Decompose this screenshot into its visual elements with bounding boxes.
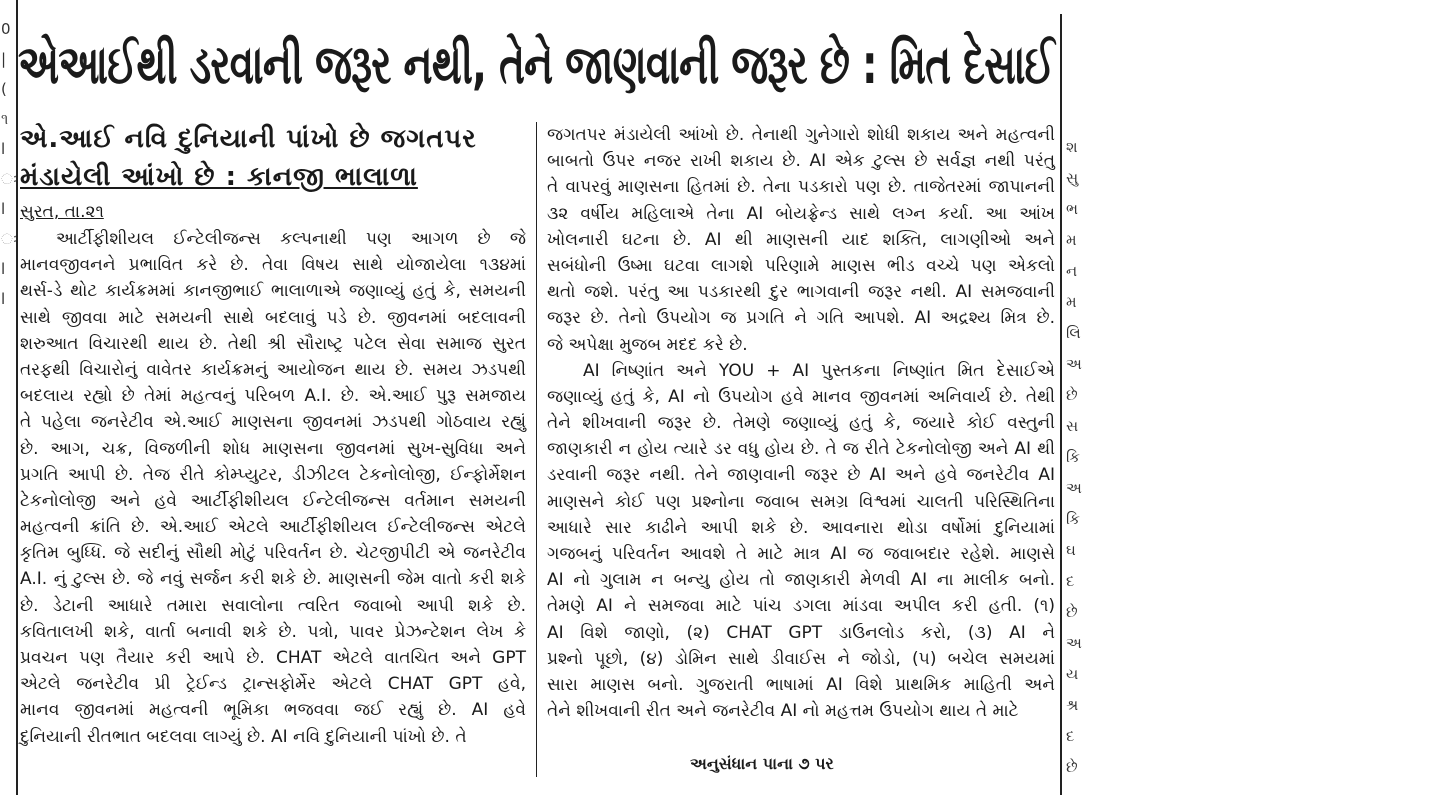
article-line: કવિતાલખી શકે, વાર્તા બનાવી શકે છે. પત્રો, પાવર પ્રેઝન્ટેશન લેખ કે [20, 621, 526, 642]
edge-fragment: | [1, 50, 7, 68]
article-line: તે વાપરવું માણસના હિતમાં છે. તેના પડકારો પણ છે. તાજેતરમાં જાપાનની [547, 177, 1055, 198]
edge-fragment: દ [1066, 727, 1075, 745]
headline-text: એઆઈથી ડરવાની જરૂર નથી, તેને જાણવાની જરૂર છે : મિત દેસાઈ [18, 33, 1054, 96]
article-line: માનવજીવનને પ્રભાવિત કરે છે. તેવા વિષય સાથે યોજાયેલા ૧૩૪માં [20, 255, 526, 276]
right-page-edge [1064, 110, 1080, 790]
edge-fragment: ૧ [1, 110, 9, 128]
article-line: કૃતિમ બુધ્ધિ. જે સદીનું સૌથી મોટું પરિવર્તન છે. ચેટજીપીટી એ જનરેટીવ [20, 543, 526, 564]
article-line: જરૂર છે. તેનો ઉપયોગ જ પ્રગતિ ને ગતિ આપશે. AI અદ્રશ્ય મિત્ર છે. [547, 308, 1055, 329]
edge-fragment: અ [1066, 634, 1082, 652]
edge-fragment: છે [1066, 386, 1078, 404]
edge-fragment: છે [1066, 603, 1078, 621]
edge-fragment: l [1, 260, 6, 278]
article-line: ટેકનોલોજી અને હવે આર્ટીફીશીયલ ઈન્ટેલીજન્સ વર્તમાન સમયની [20, 490, 526, 511]
edge-fragment: મ [1066, 231, 1077, 249]
article-line: થતો જશે. પરંતુ આ પડકારથી દુર ભાગવાની જરૂર નથી. AI સમજવાની [547, 282, 1055, 303]
article-line: તેને શીખવાની રીત અને જનરેટીવ AI નો મહત્તમ ઉપયોગ થાય તે માટે [547, 701, 1019, 722]
edge-fragment: l [1, 290, 6, 308]
article-line: AI નો ગુલામ ન બન્યુ હોય તો જાણકારી મેળવી AI ના માલીક બનો. [547, 570, 1055, 591]
article-line: ૩૨ વર્ષીય મહિલાએ તેના AI બોયફ્રેન્ડ સાથે લગ્ન કર્યા. આ આંખ [547, 203, 1055, 224]
article-line: તેમણે AI ને સમજવા માટે પાંચ ડગલા માંડવા અપીલ કરી હતી. (૧) [547, 596, 1055, 617]
edge-fragment: 0 [1, 20, 11, 38]
article-line: AI વિશે જાણો, (૨) CHAT GPT ડાઉનલોડ કરો, (૩) AI ને [547, 622, 1055, 643]
article-line: ખોલનારી ઘટના છે. AI થી માણસની યાદ શક્તિ, લાગણીઓ અને [547, 229, 1055, 250]
headline [18, 12, 1060, 118]
article-line: સારા માણસ બનો. ગુજરાતી ભાષામાં AI વિશે પ્રાથમિક માહિતી અને [547, 674, 1055, 695]
article-line: સાથે જીવવા માટે સમયની સાથે બદલાવું પડે છે. જીવનમાં બદલાવની [20, 307, 526, 328]
article-line: સબંધોની ઉષ્મા ઘટવા લાગશે પરિણામે માણસ ભીડ વચ્ચે પણ એકલો [547, 255, 1055, 276]
edge-fragment: સુ [1066, 169, 1079, 187]
article-line: છે. ડેટાની આધારે તમારા સવાલોના ત્વરિત જવાબો આપી શકે છે. [20, 595, 526, 616]
article-line: છે. આગ, ચક્ર, વિજળીની શોધ માણસના જીવનમાં સુખ-સુવિધા અને [20, 438, 526, 459]
article-line: શરુઆત વિચારથી થાય છે. તેથી શ્રી સૌરાષ્ટ્ર પટેલ સેવા સમાજ સુરત [20, 333, 526, 354]
edge-fragment: શ્ર [1066, 696, 1079, 714]
edge-fragment: અ [1066, 355, 1082, 373]
article-line: એટલે જનરેટીવ પ્રી ટ્રેઈન્ડ ટ્રાન્સફોર્મેર એટલે CHAT GPT હવે, [20, 674, 526, 695]
left-page-edge [0, 0, 16, 795]
article-line: પ્રશ્નો પૂછો, (૪) ડોમિન સાથે ડીવાઈસ ને જોડો, (૫) બચેલ સમયમાં [547, 648, 1055, 669]
edge-fragment: ઃ [1, 230, 18, 248]
article-column-left [20, 226, 526, 750]
article-line: તે પહેલા જનરેટીવ એ.આઈ માણસના જીવનમાં ઝડપથી ગોઠવાય રહ્યું [20, 412, 526, 433]
article-line: A.I. નું ટુલ્સ છે. જે નવું સર્જન કરી શકે છે. માણસની જેમ વાતો કરી શકે [20, 569, 526, 590]
edge-fragment: ઃ [1, 170, 18, 188]
edge-fragment: ભ [1066, 200, 1079, 218]
article-line: જે અપેક્ષા મુજબ મદદ કરે છે. [547, 334, 748, 355]
article-line: આર્ટીફીશીયલ ઈન્ટેલીજન્સ કલ્પનાથી પણ આગળ છે જે [56, 229, 526, 249]
edge-fragment: l [1, 140, 6, 158]
article-line: જણાવ્યું હતું કે, AI નો ઉપયોગ હવે માનવ જીવનમાં અનિવાર્ય છે. તેથી [547, 386, 1055, 407]
article-line: તરફથી વિચારોનું વાવેતર કાર્યક્રમનું આયોજન થાય છે. સમય ઝડપથી [20, 359, 526, 380]
edge-fragment: ( [1, 80, 7, 98]
continuation-note: અનુસંધાન પાના ૭ પર [690, 754, 834, 773]
edge-fragment: ન [1066, 262, 1078, 280]
edge-fragment: દ [1066, 572, 1075, 590]
article-line: ડરવાની જરૂર નથી. તેને જાણવાની જરૂર છે AI અને હવે જનરેટીવ AI [547, 465, 1055, 486]
article-line: તેને શીખવાની જરૂર છે. તેમણે જણાવ્યું હતું કે, જયારે કોઈ વસ્તુની [547, 413, 1055, 434]
edge-fragment: ઘ [1066, 541, 1076, 559]
top-left-rule [16, 0, 18, 795]
article-line: જાણકારી ન હોય ત્યારે ડર વધુ હોય છે. તે જ રીતે ટેકનોલોજી અને AI થી [547, 439, 1055, 460]
article-line: બદલાય રહ્યો છે તેમાં મહત્વનું પરિબળ A.I. છે. એ.આઈ પુરૂ સમજાય [20, 386, 526, 407]
right-rule [1060, 14, 1062, 795]
subheadline-line-2 [20, 160, 418, 194]
article-line: પ્રવચન પણ તૈયાર કરી આપે છે. CHAT એટલે વાતચિત અને GPT [20, 648, 526, 668]
edge-fragment: કિ [1066, 510, 1080, 528]
edge-fragment: મ [1066, 293, 1077, 311]
article-line: માનવ જીવનમાં મહત્વની ભૂમિકા ભજવવા જઈ રહ્યું છે. AI હવે [20, 700, 526, 721]
article-column-right [547, 122, 1055, 724]
dateline: સુરત, તા.૨૧ [20, 202, 104, 222]
edge-fragment: શ [1066, 138, 1078, 156]
article-line: પ્રગતિ આપી છે. તેજ રીતે કોમ્પ્યુટર, ડીઝીટલ ટેકનોલોજી, ઈન્ફોર્મેશન [20, 464, 526, 485]
article-line: AI નિષ્ણાંત અને YOU + AI પુસ્તકના નિષ્ણાંત મિત દેસાઈએ [583, 360, 1055, 381]
article-line: બાબતો ઉપર નજર રાખી શકાય છે. AI એક ટુલ્સ છે સર્વજ્ઞ નથી પરંતુ [547, 151, 1055, 172]
article-line: મહત્વની ક્રાંતિ છે. એ.આઈ એટલે આર્ટીફીશીયલ ઈન્ટેલીજન્સ એટલે [20, 517, 526, 538]
subheadline-line-2-text: મંડાયેલી આંખો છે : કાનજી ભાલાળા [20, 162, 418, 192]
edge-fragment: l [1, 200, 6, 218]
article-line: દુનિયાની રીતભાત બદલવા લાગ્યું છે. AI નવિ દુનિયાની પાંખો છે. તે [20, 726, 467, 747]
edge-fragment: અ [1066, 479, 1082, 497]
article-line: થર્સ-ડે થોટ કાર્યક્રમમાં કાનજીભાઈ ભાલાળાએ જણાવ્યું હતું કે, સમયની [20, 281, 526, 302]
edge-fragment: ય [1066, 665, 1079, 683]
article-line: ગજબનું પરિવર્તન આવશે તે માટે માત્ર AI જ જવાબદાર રહેશે. માણસે [547, 544, 1055, 564]
edge-fragment: છે [1066, 758, 1078, 776]
article-line: આધારે સાર કાઢીને આપી શકે છે. આવનારા થોડા વર્ષોમાં દુનિયામાં [547, 517, 1055, 538]
edge-fragment: સ [1066, 417, 1079, 435]
column-divider [536, 122, 537, 777]
edge-fragment: લિ [1066, 324, 1081, 342]
edge-fragment: કિ [1066, 448, 1080, 466]
article-line: જગતપર મંડાયેલી આંખો છે. તેનાથી ગુનેગારો શોધી શકાય અને મહત્વની [547, 125, 1055, 145]
subheadline-line-1: એ.આઈ નવિ દુનિયાની પાંખો છે જગતપર [20, 124, 477, 154]
article-line: માણસને કોઈ પણ પ્રશ્નોના જવાબ સમગ્ર વિશ્વમાં ચાલતી પરિસ્થિતિના [547, 491, 1055, 512]
